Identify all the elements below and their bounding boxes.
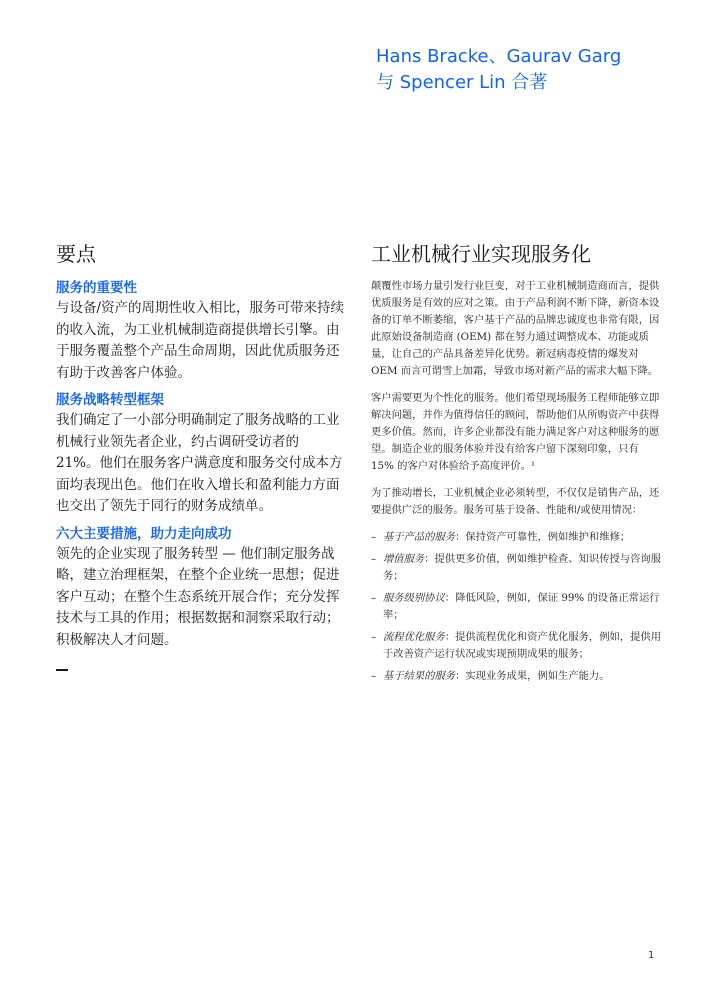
bullet-dash: –	[371, 631, 377, 643]
body-paragraph: 颠覆性市场力量引发行业巨变，对于工业机械制造商而言，提供优质服务是有效的应对之策。由于产品利润不断下降，新资本设备的订单不断萎缩，客户基于产品的品牌忠诚度也非常有限，因此原始设备制造商 (OEM) 都在努力通过调整成本、功能或质量，让自己的产品具备差异化优势。新冠病毒疫情的爆发对 OEM 而言可谓雪上加霜，导致市场对新产品的需求大幅下降。	[371, 280, 660, 377]
list-item-text: ：提供更多价值，例如维护检查、知识传授与咨询服务；	[383, 553, 662, 582]
list-item-text: ：提供流程优化和资产优化服务，例如，提供用于改善资产运行状况或实现预期成果的服务；	[383, 631, 662, 660]
list-item-text: ：实现业务成果，例如生产能力。	[455, 670, 610, 682]
list-item	[371, 590, 661, 624]
main-heading: 工业机械行业实现服务化	[371, 242, 591, 266]
key-points-heading: 要点	[56, 242, 96, 266]
bullet-dash: –	[371, 553, 377, 565]
key-point-section	[56, 524, 346, 652]
list-item-term: 流程优化服务	[383, 631, 445, 643]
list-item-term: 基于结果的服务	[383, 670, 456, 682]
list-item-text: ：降低风险，例如，保证 99% 的设备正常运行率；	[383, 592, 660, 621]
section-end-dash	[56, 669, 68, 671]
key-point-body: 领先的企业实现了服务转型 — 他们制定服务战略，建立治理框架，在整个企业统一思想；促进客户互动；在整个生态系统开展合作；充分发挥技术与工具的作用；根据数据和洞察采取行动；积极解决人才问题。	[56, 545, 340, 648]
key-point-title: 服务战略转型框架	[56, 392, 164, 408]
list-item-term: 服务级别协议	[383, 592, 445, 604]
key-point-title: 服务的重要性	[56, 280, 137, 296]
list-item	[371, 529, 661, 546]
body-paragraph: 为了推动增长，工业机械企业必须转型，不仅仅是销售产品，还要提供广泛的服务。服务可基于设备、性能和/或使用情况：	[371, 487, 660, 516]
list-item-term: 增值服务	[383, 553, 425, 565]
authors-block	[376, 44, 696, 96]
authors-line-2: 与 Spencer Lin 合著	[376, 72, 548, 93]
key-point-title: 六大主要措施，助力走向成功	[56, 525, 232, 542]
body-paragraph: 客户需要更为个性化的服务。他们希望现场服务工程师能够立即解决问题，并作为值得信任的顾问，帮助他们从所购资产中获得更多价值。然而，许多企业都没有能力满足客户对这种服务的愿望。制造企业的服务体验并没有给客户留下深刻印象，只有 15% 的客户对体验给予高度评价。¹	[371, 392, 660, 472]
key-point-section	[56, 390, 346, 518]
key-point-body: 我们确定了一小部分明确制定了服务战略的工业机械行业领先者企业，约占调研受访者的 21%。他们在服务客户满意度和服务交付成本方面均表现出色。他们在收入增长和盈利能力方面也交出了领先于同行的财务成绩单。	[56, 412, 343, 514]
key-point-section	[56, 278, 346, 384]
bullet-dash: –	[371, 531, 377, 543]
list-item-text: ：保持资产可靠性，例如维护和维修；	[455, 531, 631, 543]
service-types-list	[371, 529, 661, 685]
list-item-term: 基于产品的服务	[383, 531, 456, 543]
page-number: 1	[648, 950, 655, 961]
authors-line-1: Hans Bracke、Gaurav Garg	[376, 46, 622, 67]
list-item	[371, 629, 661, 663]
list-item	[371, 668, 661, 685]
list-item	[371, 551, 661, 585]
key-point-body: 与设备/资产的周期性收入相比，服务可带来持续的收入流，为工业机械制造商提供增长引擎。由于服务覆盖整个产品生命周期，因此优质服务还有助于改善客户体验。	[56, 300, 345, 381]
bullet-dash: –	[371, 592, 377, 604]
bullet-dash: –	[371, 670, 377, 682]
key-points-column	[56, 240, 346, 671]
main-column	[371, 240, 661, 690]
